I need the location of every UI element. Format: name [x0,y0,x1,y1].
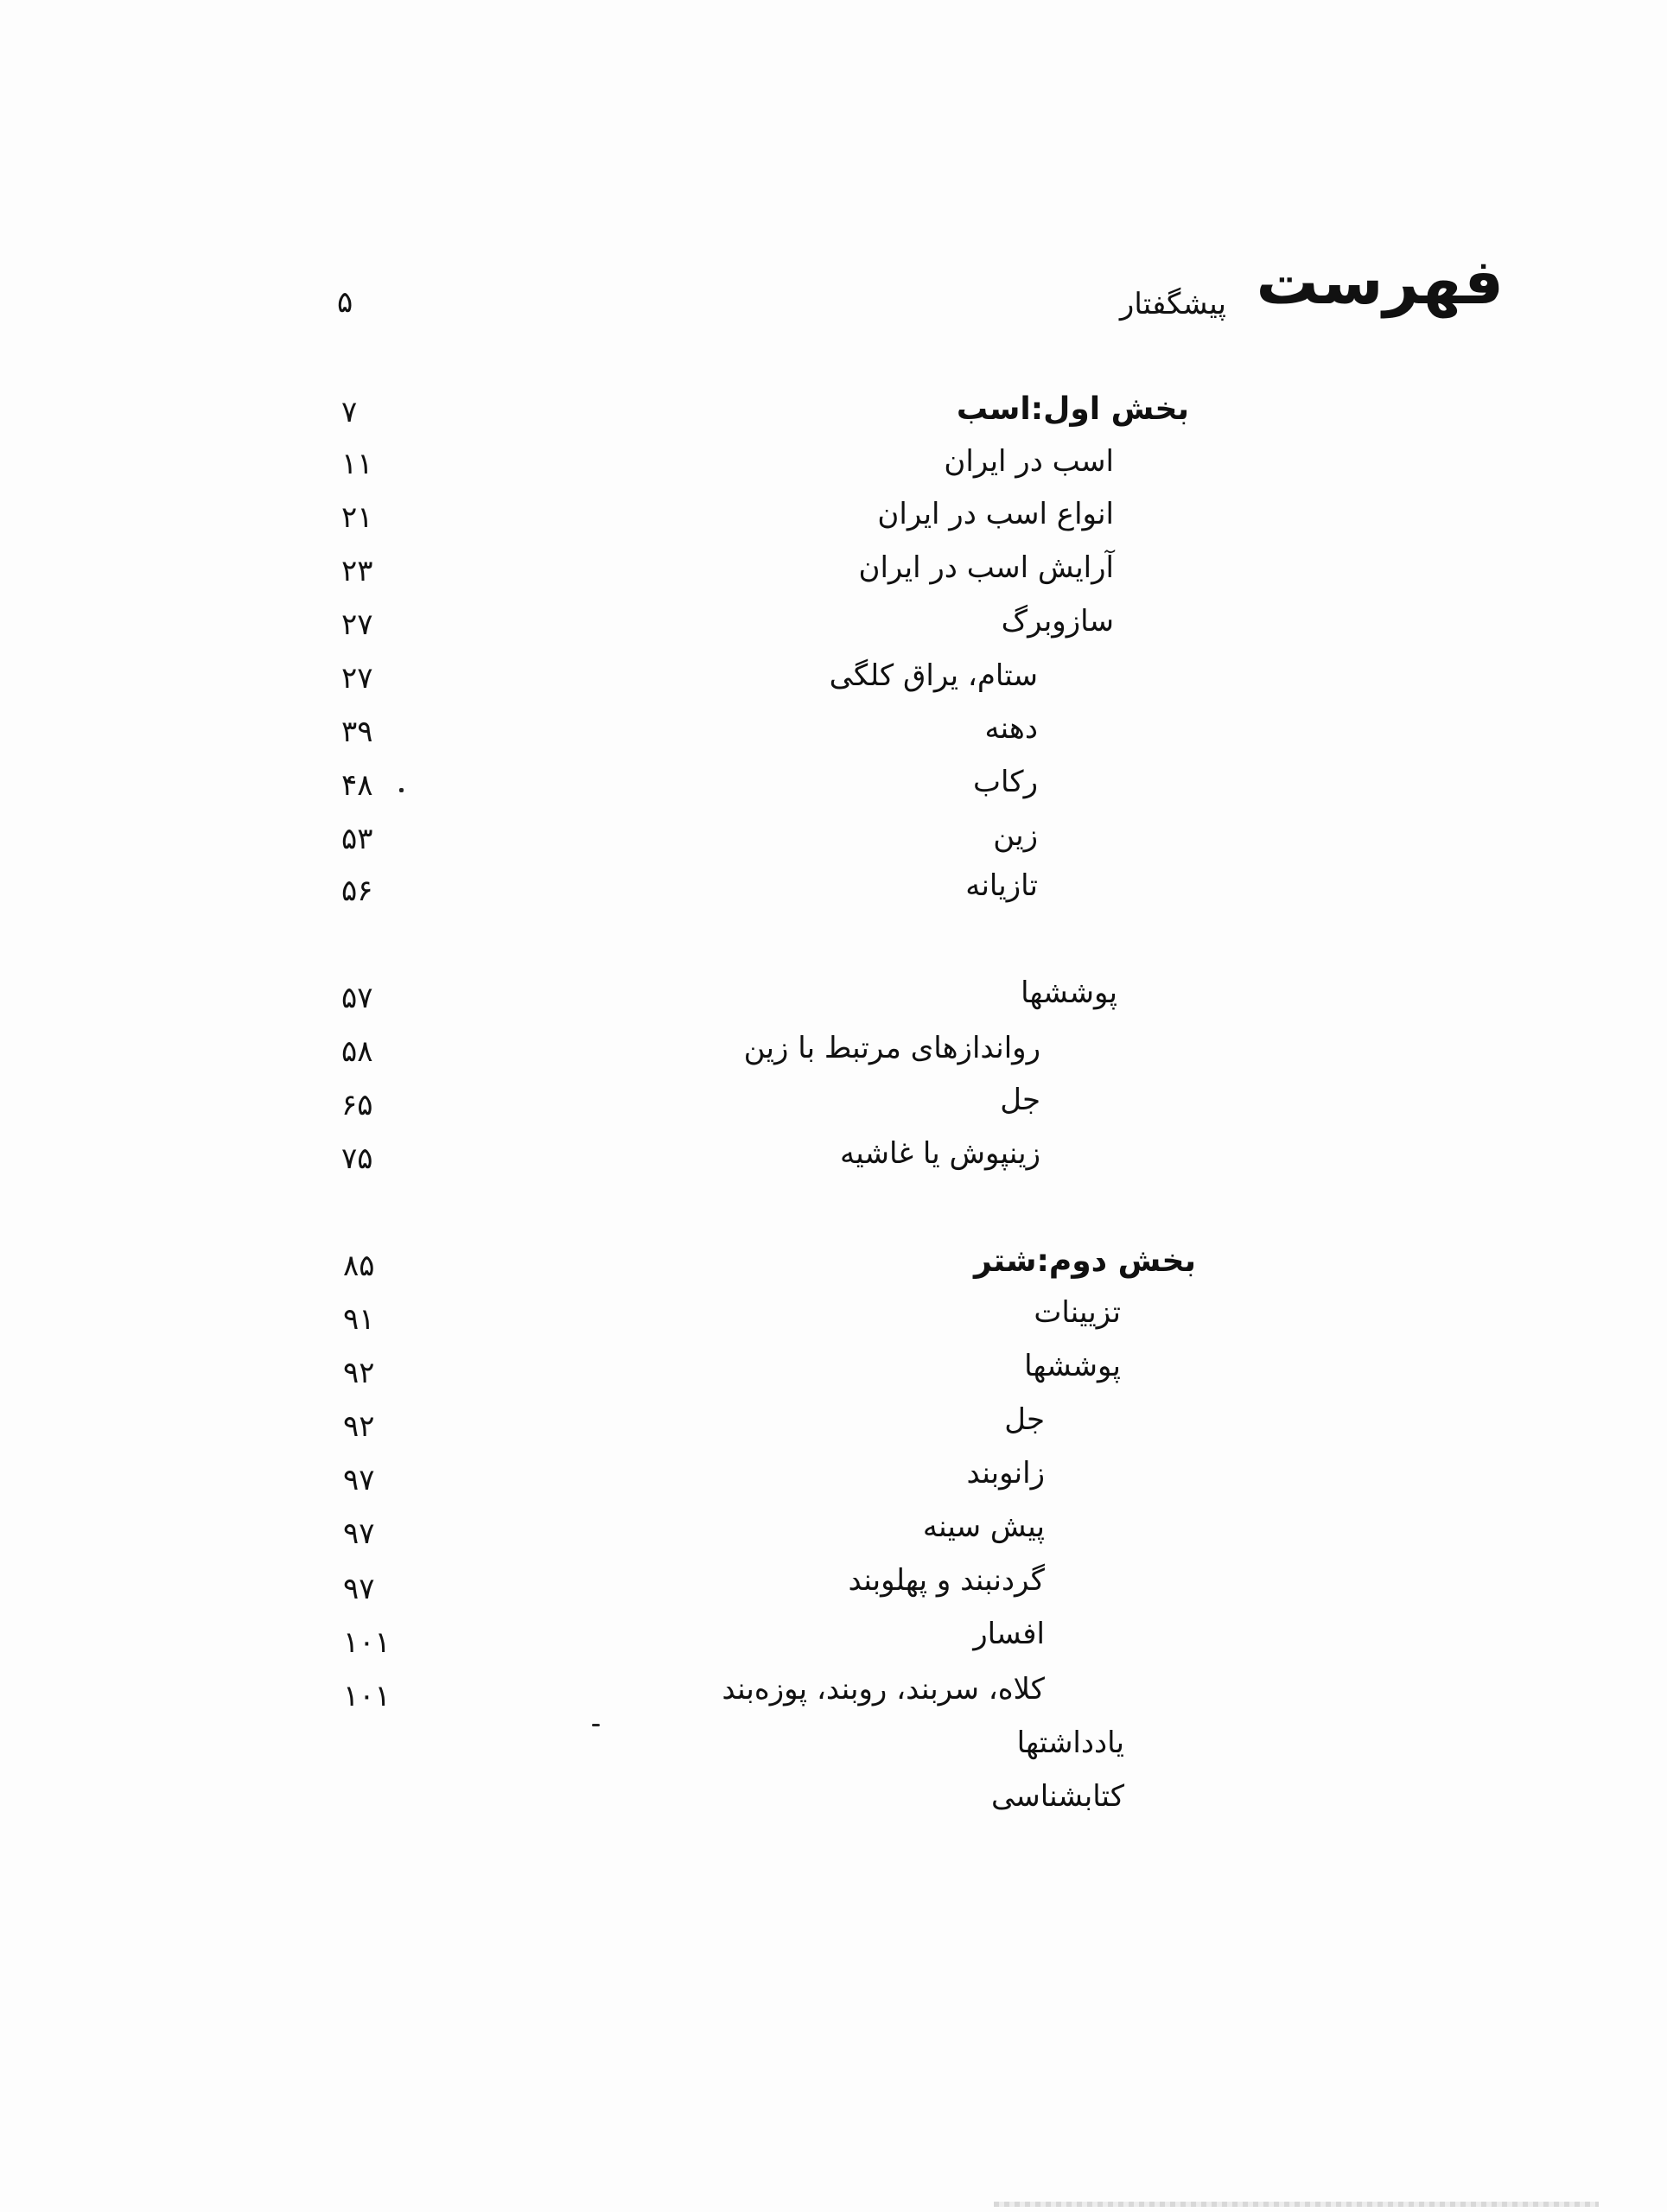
toc-entry: پوششها [1021,976,1117,1010]
toc-page-number: ۹۷ [343,1463,375,1497]
toc-subentry: زانوبند [966,1456,1045,1491]
toc-page-number: ۲۷ [341,661,373,696]
toc-subentry: دهنه [984,711,1038,746]
toc-page-number: ۱۰۱ [343,1625,391,1660]
toc-page-number: ۱۰۱ [343,1679,391,1713]
toc-page-number: ۷ [341,395,358,429]
toc-subentry: زین [993,818,1038,853]
toc-subentry: جل [1004,1402,1045,1437]
toc-subentry: تازیانه [965,868,1038,903]
toc-page-number: ۵۸ [341,1034,373,1069]
toc-page-number: ۵۶ [341,874,373,908]
toc-page-number: ۵۷ [341,981,373,1015]
toc-subentry: جل [1000,1083,1040,1117]
toc-subentry: زینپوش یا غاشیه [839,1136,1040,1171]
toc-entry: کتابشناسی [990,1779,1124,1814]
toc-page-number: ۹۲ [343,1356,375,1390]
toc-page-number: ۵۳ [341,822,373,856]
toc-page-number: ۸۵ [343,1249,375,1283]
scan-edge [994,2202,1599,2207]
toc-entry: سازوبرگ [1001,604,1114,639]
scan-speck [592,1724,600,1726]
toc-entry: اسب در ایران [944,444,1114,479]
scan-speck [399,788,404,792]
toc-subentry: رکاب [973,765,1038,799]
toc-page-number: ۹۷ [343,1516,375,1551]
toc-page-number: ۹۱ [343,1302,375,1337]
toc-page-number: ۱۱ [341,447,373,481]
toc-page-number: ۲۱ [341,500,373,535]
toc-subentry: رواندازهای مرتبط با زین [743,1031,1040,1065]
toc-page-number: ۷۵ [341,1141,373,1176]
toc-page-number: ۲۷ [341,607,373,642]
toc-subentry: افسار [973,1617,1045,1651]
toc-subentry: کلاه، سربند، روبند، پوزه‌بند [722,1672,1045,1707]
toc-subentry: گردنبند و پهلوبند [848,1563,1045,1598]
toc-subentry: پیش سینه [922,1510,1045,1544]
toc-page-number: ۳۹ [341,715,373,749]
toc-page-number: ۴۸ [341,768,373,803]
toc-page-number: ۹۲ [343,1409,375,1444]
toc-subentry: ستام، یراق کلگی [829,658,1038,693]
toc-entry: تزیینات [1034,1295,1121,1330]
toc-entry: انواع اسب در ایران [877,497,1114,531]
toc-part-heading: بخش دوم:شتر [973,1243,1196,1279]
toc-page-number: ۲۳ [341,554,373,588]
toc-page-number: ۶۵ [341,1088,373,1122]
toc-page-number: ۹۷ [343,1572,375,1606]
toc-page-number: ۵ [337,285,353,320]
toc-entry: یادداشتها [1016,1726,1124,1760]
toc-entry-preface: پیشگفتار [1119,287,1226,321]
toc-entry: پوششها [1024,1349,1121,1383]
toc-part-heading: بخش اول:اسب [956,391,1189,427]
toc-entry: آرایش اسب در ایران [858,550,1114,585]
page-title: فهرست [1256,245,1504,318]
